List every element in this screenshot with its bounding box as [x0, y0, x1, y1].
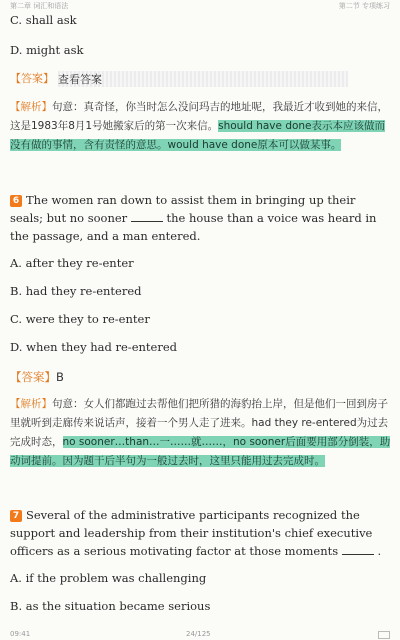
q6-stem: [10, 191, 392, 245]
q6-stem-before: The women ran down to assist them in bringing up their seals; but no sooner: [10, 193, 356, 225]
q6-blank: [131, 221, 163, 222]
q7-option-b[interactable]: B. as the situation became serious: [10, 599, 211, 613]
q7-option-a[interactable]: A. if the problem was challenging: [10, 571, 207, 585]
q6-analysis-label: 【解析】: [10, 398, 52, 410]
q6-answer-value: B: [56, 370, 64, 384]
q6-option-b[interactable]: B. had they re-entered: [10, 284, 142, 298]
q7-stem-after: .: [377, 544, 382, 558]
q6-answer-label: 【答案】: [10, 370, 56, 384]
q7-stem: [10, 506, 392, 560]
clock: 09:41: [10, 630, 31, 638]
bottom-bar: [0, 628, 400, 640]
q5-option-c[interactable]: C. shall ask: [10, 13, 77, 27]
top-bar: [0, 0, 400, 12]
q6-option-d[interactable]: D. when they had re-entered: [10, 340, 177, 354]
q7-number-badge: 7: [10, 510, 22, 522]
page-indicator: 24/125: [186, 630, 211, 638]
q6-option-a[interactable]: A. after they re-enter: [10, 256, 134, 270]
q5-answer-row: [10, 70, 348, 87]
q6-analysis-highlight: no sooner…than…一……就……，no sooner后面要用部分倒装，助动词提前。因为题干后半句为一般过去时，这里只能用过去完成时。: [10, 436, 391, 467]
q5-option-d[interactable]: D. might ask: [10, 43, 84, 57]
q6-stem-after: the house than a voice was heard in the passage, and a man entered.: [10, 211, 377, 243]
q6-option-c[interactable]: C. were they to re-enter: [10, 312, 150, 326]
q7-stem-before: Several of the administrative participants recognized the support and leadership from their institution's chief executive officers as a serious motivating factor at those moments: [10, 508, 373, 558]
q5-analysis-highlight: should have done表示本应该做而没有做的事情，含有责怪的意思。would have done原本可以做某事。: [10, 120, 386, 151]
chapter-title: 第二章 词汇和语法: [10, 2, 69, 10]
q5-analysis-label: 【解析】: [10, 101, 52, 113]
q6-number-badge: 6: [10, 195, 22, 207]
q7-blank: [342, 554, 374, 555]
q5-answer-reveal-text[interactable]: 查看答案: [58, 73, 102, 86]
q6-answer-row: [10, 369, 64, 385]
q5-analysis-text: 句意：真奇怪，你当时怎么没问玛吉的地址呢，我最近才收到她的来信，这是1983年8月1号她搬家后的第一次来信。: [10, 101, 388, 132]
q5-answer-label: 【答案】: [10, 72, 54, 85]
battery-icon: [378, 631, 390, 639]
section-title: 第二节 专项练习: [338, 2, 390, 10]
q5-analysis: [10, 98, 392, 155]
q6-analysis-text: 句意：女人们都跑过去帮他们把所猎的海豹抬上岸，但是他们一回到房子里就听到走廊传来说话声，接着一个男人走了进来。had they re-entered为过去完成时态，: [10, 398, 389, 448]
q6-analysis: [10, 395, 392, 471]
